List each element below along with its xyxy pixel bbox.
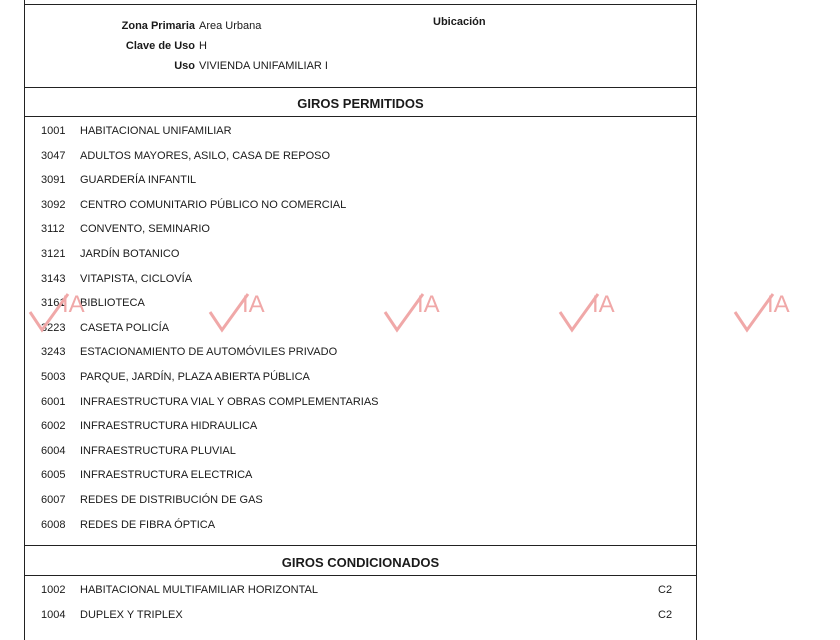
giros-condicionados-title: GIROS CONDICIONADOS (281, 555, 440, 570)
list-item (25, 609, 696, 625)
giro-name: INFRAESTRUCTURA PLUVIAL (80, 444, 236, 457)
list-item (25, 519, 696, 535)
svg-text:IA: IA (767, 291, 790, 318)
giro-name: GUARDERÍA INFANTIL (80, 174, 197, 187)
giro-name: VITAPISTA, CICLOVÍA (80, 272, 193, 285)
giro-code: 3121 (41, 248, 66, 260)
document-page (24, 0, 697, 640)
zona-primaria-value: Area Urbana (199, 20, 262, 32)
zona-primaria-label: Zona Primaria (121, 20, 195, 32)
list-item (25, 420, 696, 436)
list-item (25, 371, 696, 387)
ubicacion-label: Ubicación (433, 16, 486, 28)
giros-permitidos-title: GIROS PERMITIDOS (297, 96, 424, 111)
section-divider (25, 545, 696, 546)
list-item (25, 494, 696, 510)
giro-name: DUPLEX Y TRIPLEX (80, 609, 183, 621)
uso-label: Uso (174, 60, 195, 72)
giro-condition-tag: C2 (658, 584, 673, 596)
giro-code: 3091 (41, 174, 66, 187)
giro-name: INFRAESTRUCTURA ELECTRICA (80, 469, 253, 482)
giro-code: 1004 (41, 609, 66, 621)
giro-name: CENTRO COMUNITARIO PÚBLICO NO COMERCIAL (80, 198, 347, 211)
list-item (25, 445, 696, 461)
watermark-logo (735, 291, 790, 330)
list-item (25, 273, 696, 289)
giro-name: ADULTOS MAYORES, ASILO, CASA DE REPOSO (80, 149, 331, 162)
giro-code: 3223 (41, 321, 66, 334)
giro-name: REDES DE DISTRIBUCIÓN DE GAS (80, 494, 263, 506)
section-divider (25, 87, 696, 88)
giro-name: JARDÍN BOTANICO (80, 248, 180, 260)
giro-name: CASETA POLICÍA (80, 321, 170, 334)
section-underline (25, 575, 696, 576)
uso-value: VIVIENDA UNIFAMILIAR I (199, 60, 328, 72)
giro-name: ESTACIONAMIENTO DE AUTOMÓVILES PRIVADO (80, 346, 338, 359)
zona-primaria-row (25, 20, 261, 32)
giro-code: 3243 (41, 346, 66, 359)
uso-row (25, 60, 328, 72)
giro-name: REDES DE FIBRA ÓPTICA (80, 518, 216, 531)
giro-code: 6001 (41, 395, 66, 408)
list-item (25, 150, 696, 166)
list-item (25, 346, 696, 362)
giro-code: 6002 (41, 420, 66, 433)
giro-code: 3161 (41, 297, 66, 310)
giro-name: BIBLIOTECA (80, 297, 145, 310)
giro-code: 3143 (41, 272, 66, 285)
list-item (25, 223, 696, 239)
giro-code: 6007 (41, 494, 66, 506)
top-border (25, 4, 696, 5)
giro-name: INFRAESTRUCTURA VIAL Y OBRAS COMPLEMENTARIAS (80, 395, 379, 408)
giro-name: INFRAESTRUCTURA HIDRAULICA (80, 420, 258, 433)
clave-uso-value: H (199, 40, 207, 52)
giro-code: 3047 (41, 149, 66, 162)
giro-name: HABITACIONAL UNIFAMILIAR (80, 125, 232, 137)
giro-code: 6008 (41, 518, 66, 531)
list-item (25, 322, 696, 338)
giro-code: 3112 (41, 223, 65, 236)
giro-code: 1002 (41, 584, 66, 596)
list-item (25, 174, 696, 190)
giro-code: 6004 (41, 444, 66, 457)
list-item (25, 125, 696, 141)
svg-text:IA: IA (62, 291, 85, 318)
giro-condition-tag: C2 (658, 609, 673, 621)
list-item (25, 297, 696, 313)
list-item (25, 396, 696, 412)
list-item (25, 469, 696, 485)
giro-name: CONVENTO, SEMINARIO (80, 223, 210, 236)
list-item (25, 199, 696, 215)
clave-uso-row (25, 40, 207, 52)
svg-text:IA: IA (242, 291, 265, 318)
list-item (25, 584, 696, 600)
giro-code: 3092 (41, 198, 66, 211)
list-item (25, 248, 696, 264)
svg-text:IA: IA (417, 291, 440, 318)
giro-code: 1001 (41, 125, 66, 137)
giro-name: HABITACIONAL MULTIFAMILIAR HORIZONTAL (80, 584, 318, 596)
giro-code: 5003 (41, 371, 66, 383)
giro-name: PARQUE, JARDÍN, PLAZA ABIERTA PÚBLICA (80, 371, 310, 383)
section-underline (25, 116, 696, 117)
svg-text:IA: IA (592, 291, 615, 318)
giro-code: 6005 (41, 469, 66, 482)
clave-uso-label: Clave de Uso (125, 40, 195, 52)
